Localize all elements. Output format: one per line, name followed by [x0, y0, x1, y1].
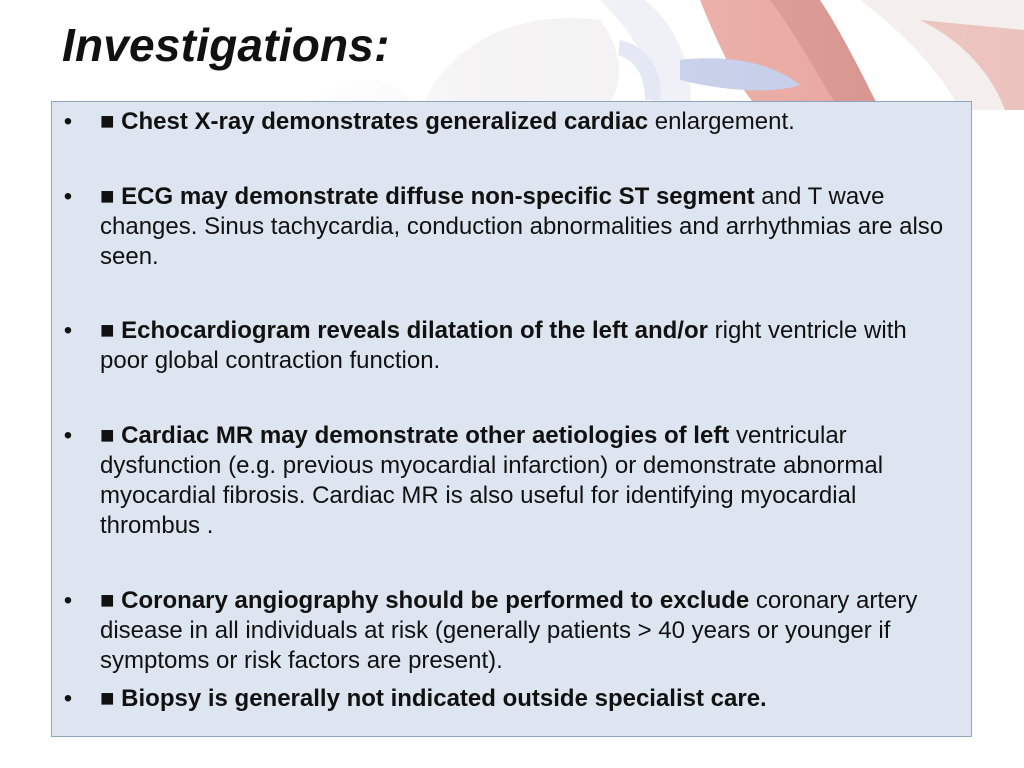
bullet-icon: • [63, 317, 73, 344]
bullet-icon: • [63, 183, 73, 210]
bullet-regular-text: ventricular dysfunction (e.g. previous myocardial infarction) or demonstrate abnormal myocardial fibrosis. Cardiac MR is also useful for identifying myocardial thrombus . [100, 422, 884, 539]
heart-anatomy-background-image [300, 0, 1024, 110]
bullet-bold-text: ■ Chest X-ray demonstrates generalized cardiac [100, 108, 649, 135]
bullet-icon: • [63, 422, 73, 449]
bullet-text [100, 316, 957, 376]
bullet-regular-text: enlargement. [648, 108, 795, 135]
bullet-text [100, 421, 957, 541]
bullet-icon: • [63, 685, 73, 712]
bullet-bold-text: ■ ECG may demonstrate diffuse non-specific ST segment [100, 183, 755, 210]
bullet-text [100, 182, 957, 272]
bullet-regular-text: coronary artery disease in all individuals at risk (generally patients > 40 years or younger if symptoms or risk factors are present). [100, 587, 918, 674]
bullet-bold-text: ■ Coronary angiography should be performed to exclude [100, 587, 750, 614]
bullet-text [100, 586, 957, 676]
bullet-icon: • [63, 587, 73, 614]
bullet-regular-text: right ventricle with poor global contraction function. [100, 317, 907, 374]
bullet-bold-text: ■ Biopsy is generally not indicated outside specialist care. [100, 685, 767, 712]
bullet-regular-text: and T wave changes. Sinus tachycardia, conduction abnormalities and arrhythmias are also seen. [100, 183, 944, 270]
bullet-text [100, 684, 957, 714]
bullet-icon: • [63, 108, 73, 135]
bullet-bold-text: ■ Cardiac MR may demonstrate other aetiologies of left [100, 422, 730, 449]
bullet-bold-text: ■ Echocardiogram reveals dilatation of the left and/or [100, 317, 708, 344]
bullet-text [100, 107, 957, 137]
slide-title: Investigations: [62, 19, 390, 71]
content-panel [51, 101, 972, 737]
